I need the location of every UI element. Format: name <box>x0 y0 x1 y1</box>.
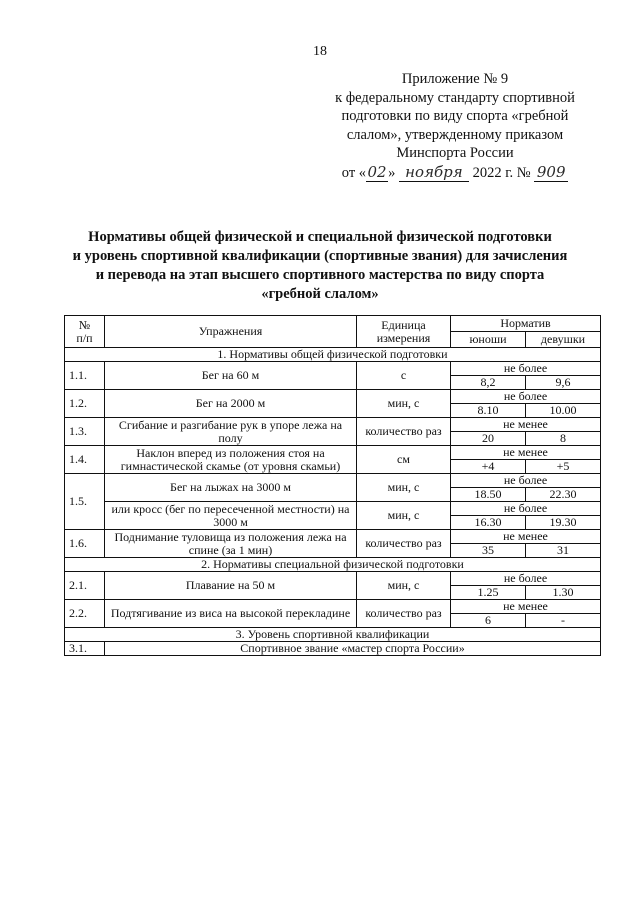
col-unit-header: Единица измерения <box>357 316 451 348</box>
girls-value: 9,6 <box>526 376 601 390</box>
exercise-cell: Бег на 2000 м <box>105 390 357 418</box>
boys-value: 20 <box>451 432 526 446</box>
boys-value: 8,2 <box>451 376 526 390</box>
condition-cell: не более <box>451 390 601 404</box>
title-line-1: Нормативы общей физической и специальной физической подготовки <box>88 229 552 245</box>
table-row <box>65 446 601 460</box>
order-number: 909 <box>534 163 568 183</box>
col-norm-header: Норматив <box>451 316 601 332</box>
condition-cell: не более <box>451 474 601 488</box>
girls-value: 22.30 <box>526 488 601 502</box>
girls-value: 10.00 <box>526 404 601 418</box>
document-title <box>60 228 580 304</box>
appendix-line-1: Приложение № 9 <box>401 71 509 87</box>
date-month: ноября <box>399 163 469 183</box>
row-number: 1.5. <box>65 474 105 530</box>
col-num-header: № п/п <box>65 316 105 348</box>
row-number: 1.6. <box>65 530 105 558</box>
girls-value: 19.30 <box>526 516 601 530</box>
unit-cell: мин, с <box>357 474 451 502</box>
boys-value: 6 <box>451 614 526 628</box>
exercise-cell: Поднимание туловища из положения лежа на спине (за 1 мин) <box>105 530 357 558</box>
table-row <box>65 390 601 404</box>
title-line-2: и уровень спортивной квалификации (спортивные звания) для зачисления <box>72 248 568 264</box>
boys-value: 8.10 <box>451 404 526 418</box>
title-line-4: «гребной слалом» <box>261 286 379 302</box>
exercise-cell: Бег на 60 м <box>105 362 357 390</box>
girls-value: +5 <box>526 460 601 474</box>
unit-cell: мин, с <box>357 502 451 530</box>
row-number: 2.2. <box>65 600 105 628</box>
exercise-cell: Подтягивание из виса на высокой перекладине <box>105 600 357 628</box>
section-title: 1. Нормативы общей физической подготовки <box>65 348 601 362</box>
date-day: 02 <box>367 162 387 181</box>
condition-cell: не более <box>451 572 601 586</box>
header-row <box>65 316 601 332</box>
row-number: 1.1. <box>65 362 105 390</box>
exercise-cell: Бег на лыжах на 3000 м <box>105 474 357 502</box>
appendix-line-3: подготовки по виду спорта «гребной <box>341 108 569 124</box>
qualification-cell: Спортивное звание «мастер спорта России» <box>105 642 601 656</box>
condition-cell: не менее <box>451 530 601 544</box>
section-row <box>65 558 601 572</box>
unit-cell: мин, с <box>357 572 451 600</box>
boys-value: 18.50 <box>451 488 526 502</box>
unit-cell: количество раз <box>357 530 451 558</box>
appendix-header <box>310 70 600 182</box>
date-year: 2022 г. № <box>468 164 535 181</box>
boys-value: 35 <box>451 544 526 558</box>
condition-cell: не более <box>451 362 601 376</box>
exercise-cell: Сгибание и разгибание рук в упоре лежа на полу <box>105 418 357 446</box>
row-number: 1.3. <box>65 418 105 446</box>
standards-table <box>64 315 601 656</box>
boys-value: 1.25 <box>451 586 526 600</box>
col-boys-header: юноши <box>451 332 526 348</box>
appendix-line-5: Минспорта России <box>396 145 514 161</box>
appendix-line-2: к федеральному стандарту спортивной <box>335 89 575 106</box>
section-title: 3. Уровень спортивной квалификации <box>65 628 601 642</box>
table-row <box>65 474 601 488</box>
girls-value: 8 <box>526 432 601 446</box>
girls-value: - <box>526 614 601 628</box>
condition-cell: не более <box>451 502 601 516</box>
table-row <box>65 418 601 432</box>
exercise-cell: Плавание на 50 м <box>105 572 357 600</box>
table-row <box>65 530 601 544</box>
row-number: 1.2. <box>65 390 105 418</box>
table-row <box>65 502 601 516</box>
boys-value: +4 <box>451 460 526 474</box>
girls-value: 31 <box>526 544 601 558</box>
table-row <box>65 362 601 376</box>
condition-cell: не менее <box>451 418 601 432</box>
exercise-cell: Наклон вперед из положения стоя на гимнастической скамье (от уровня скамьи) <box>105 446 357 474</box>
unit-cell: с <box>357 362 451 390</box>
row-number: 1.4. <box>65 446 105 474</box>
exercise-cell: или кросс (бег по пересеченной местности) на 3000 м <box>105 502 357 530</box>
page-number: 18 <box>313 44 327 59</box>
appendix-line-4: слалом», утвержденному приказом <box>346 126 564 143</box>
table-row <box>65 572 601 586</box>
date-mid: » <box>388 164 399 181</box>
date-prefix: от « <box>341 164 367 181</box>
col-girls-header: девушки <box>526 332 601 348</box>
section-row <box>65 348 601 362</box>
condition-cell: не менее <box>451 446 601 460</box>
title-line-3: и перевода на этап высшего спортивного мастерства по виду спорта <box>95 267 545 283</box>
unit-cell: мин, с <box>357 390 451 418</box>
section-title: 2. Нормативы специальной физической подготовки <box>65 558 601 572</box>
boys-value: 16.30 <box>451 516 526 530</box>
section-row <box>65 628 601 642</box>
table-row <box>65 642 601 656</box>
row-number: 2.1. <box>65 572 105 600</box>
condition-cell: не менее <box>451 600 601 614</box>
col-exercise-header: Упражнения <box>105 316 357 348</box>
row-number: 3.1. <box>65 642 105 656</box>
unit-cell: см <box>357 446 451 474</box>
girls-value: 1.30 <box>526 586 601 600</box>
table-row <box>65 600 601 614</box>
appendix-date-line <box>310 163 600 183</box>
unit-cell: количество раз <box>357 418 451 446</box>
unit-cell: количество раз <box>357 600 451 628</box>
